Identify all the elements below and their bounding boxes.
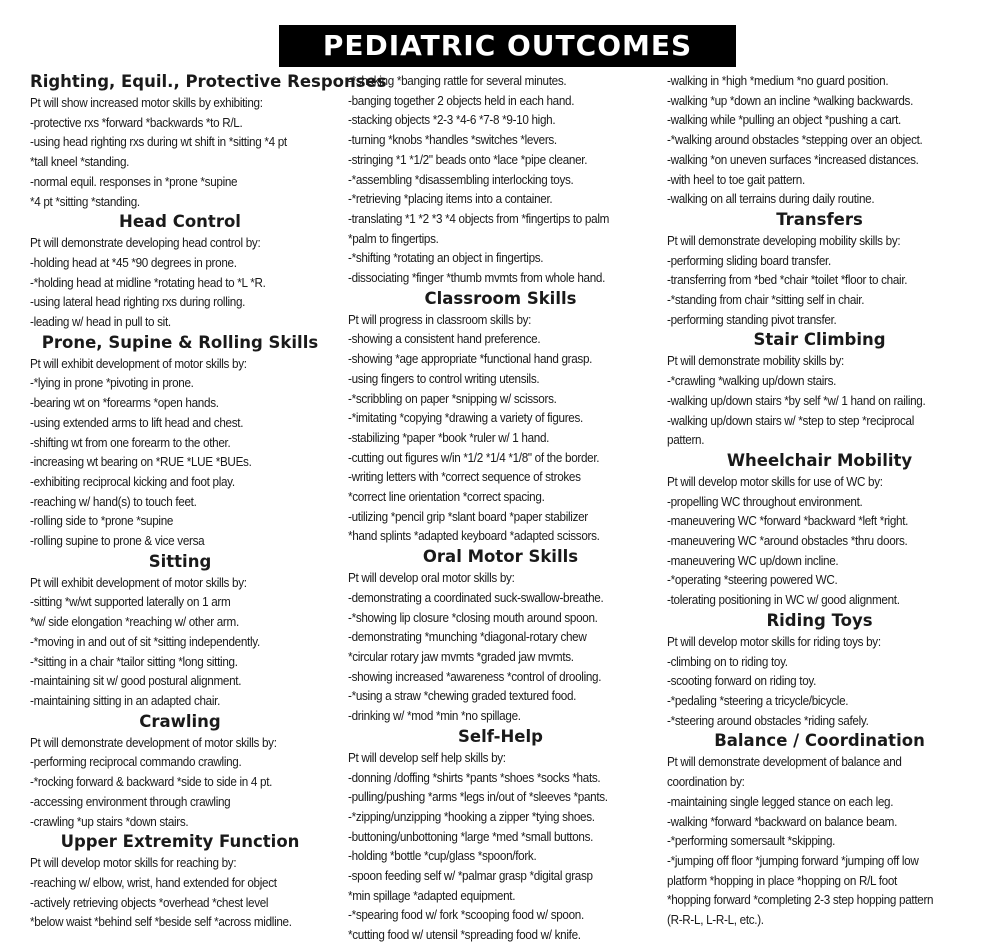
outcome-line: -performing standing pivot transfer. — [667, 311, 837, 327]
outcome-section — [348, 726, 653, 945]
outcome-line: -using extended arms to lift head and chest. — [30, 414, 244, 430]
outcome-line: -*pedaling *steering a tricycle/bicycle. — [667, 692, 849, 708]
outcome-line: Pt will develop self help skills by: — [348, 749, 506, 765]
outcome-line: -walking on all terrains during daily routine. — [667, 191, 875, 207]
outcome-line: -translating *1 *2 *3 *4 objects from *fingertips to palm — [348, 210, 610, 226]
outcome-line: -*operating *steering powered WC. — [667, 572, 838, 588]
outcome-line: -demonstrating *munching *diagonal-rotary chew — [348, 629, 587, 645]
outcome-line: -walking in *high *medium *no guard position. — [667, 73, 889, 88]
outcome-line: -*showing lip closure *closing mouth around spoon. — [348, 609, 598, 625]
outcome-line: Pt will exhibit development of motor skills by: — [30, 574, 247, 590]
outcome-section — [30, 332, 330, 551]
section-heading: Classroom Skills — [424, 288, 577, 308]
outcome-line: platform *hopping in place *hopping on R/L foot — [667, 872, 897, 888]
outcome-line: -dissociating *finger *thumb mvmts from whole hand. — [348, 270, 606, 286]
outcome-line: Pt will develop motor skills for riding toys by: — [667, 633, 881, 649]
outcome-line: -sitting *w/wt supported laterally on 1 arm — [30, 594, 231, 610]
outcome-line: -walking *up *down an incline *walking backwards. — [667, 92, 914, 108]
outcome-line: -reaching w/ hand(s) to touch feet. — [30, 493, 197, 509]
outcome-section — [667, 329, 972, 450]
outcome-line: -banging together 2 objects held in each hand. — [348, 92, 575, 108]
outcome-line: -leading w/ head in pull to sit. — [30, 314, 171, 330]
outcome-line: -walking while *pulling an object *pushing a cart. — [667, 112, 901, 128]
outcome-line: *circular rotary jaw mvmts *graded jaw mvmts. — [348, 648, 574, 664]
outcome-line: -*lying in prone *pivoting in prone. — [30, 375, 194, 391]
outcome-line: -reaching w/ elbow, wrist, hand extended for object — [30, 874, 277, 890]
outcome-line: -using lateral head righting rxs during rolling. — [30, 294, 246, 310]
outcome-line: -*steering around obstacles *riding safely. — [667, 712, 869, 728]
outcome-line: -cutting out figures w/in *1/2 *1/4 *1/8" of the border. — [348, 449, 600, 465]
section-heading: Head Control — [119, 212, 241, 232]
outcome-line: -*shaking *banging rattle for several minutes. — [348, 73, 567, 88]
outcome-section — [667, 209, 972, 330]
outcome-line: -donning /doffing *shirts *pants *shoes *socks *hats. — [348, 769, 601, 785]
outcome-line: Pt will exhibit development of motor skills by: — [30, 355, 247, 371]
section-heading: Prone, Supine & Rolling Skills — [41, 332, 319, 352]
outcome-line: pattern. — [667, 432, 705, 448]
outcome-line: -walking *on uneven surfaces *increased distances. — [667, 151, 919, 167]
column-middle — [348, 71, 653, 945]
outcome-line: Pt will progress in classroom skills by: — [348, 311, 532, 327]
outcome-line: -*performing somersault *skipping. — [667, 833, 836, 849]
outcome-line: -*jumping off floor *jumping forward *jumping off low — [667, 852, 919, 868]
outcome-line: -holding *bottle *cup/glass *spoon/fork. — [348, 848, 537, 864]
outcome-line: -*imitating *copying *drawing a variety of figures. — [348, 410, 583, 426]
outcome-line: -shifting wt from one forearm to the other. — [30, 434, 231, 450]
outcome-line: -*sitting in a chair *tailor sitting *long sitting. — [30, 653, 238, 669]
outcome-line: -holding head at *45 *90 degrees in prone. — [30, 254, 237, 270]
section-heading: Oral Motor Skills — [422, 547, 579, 567]
outcome-line: -maintaining sitting in an adapted chair. — [30, 692, 221, 708]
outcome-line: Pt will develop motor skills for reaching by: — [30, 855, 237, 871]
outcome-line: Pt will show increased motor skills by exhibiting: — [30, 95, 263, 110]
outcome-line: -maneuvering WC *forward *backward *left *right. — [667, 513, 909, 529]
outcome-line: -bearing wt on *forearms *open hands. — [30, 395, 219, 411]
outcome-line: (R-R-L, L-R-L, etc.). — [667, 912, 764, 928]
outcome-line: *tall kneel *standing. — [30, 154, 130, 170]
outcome-line: -drinking w/ *mod *min *no spillage. — [348, 708, 521, 724]
outcome-section — [667, 730, 972, 929]
column-right — [667, 71, 972, 930]
outcome-line: -showing a consistent hand preference. — [348, 331, 541, 347]
outcome-line: -*shifting *rotating an object in fingertips. — [348, 250, 544, 266]
section-heading: Transfers — [776, 209, 863, 229]
outcome-line: -*retrieving *placing items into a container. — [348, 191, 553, 207]
section-heading: Upper Extremity Function — [60, 832, 300, 852]
outcome-line: *correct line orientation *correct spacing. — [348, 489, 545, 505]
outcome-section — [348, 546, 653, 726]
outcome-line: -utilizing *pencil grip *slant board *paper stabilizer — [348, 508, 588, 524]
section-heading: Riding Toys — [766, 610, 873, 630]
outcome-section — [667, 450, 972, 610]
outcome-line: -*scribbling on paper *snipping w/ scissors. — [348, 390, 557, 406]
outcome-line: -scooting forward on riding toy. — [667, 673, 817, 689]
outcome-line: -turning *knobs *handles *switches *levers. — [348, 132, 557, 148]
outcome-section — [348, 71, 653, 288]
outcome-line: -walking *forward *backward on balance beam. — [667, 813, 898, 829]
outcome-line: -accessing environment through crawling — [30, 793, 231, 809]
outcome-line: *hand splints *adapted keyboard *adapted scissors. — [348, 528, 600, 544]
section-heading: Balance / Coordination — [714, 731, 925, 751]
outcome-line: -demonstrating a coordinated suck-swallow-breathe. — [348, 589, 604, 605]
outcome-line: *min spillage *adapted equipment. — [348, 887, 516, 903]
outcome-line: -walking up/down stairs w/ *step to step *reciprocal — [667, 412, 914, 428]
page-title: PEDIATRIC OUTCOMES — [279, 25, 736, 67]
outcome-line: *w/ side elongation *reaching w/ other arm. — [30, 614, 239, 630]
outcome-line: -using fingers to control writing utensils. — [348, 370, 540, 386]
outcome-line: -buttoning/unbottoning *large *med *small buttons. — [348, 828, 594, 844]
outcome-line: *palm to fingertips. — [348, 230, 439, 246]
outcome-line: -performing reciprocal commando crawling. — [30, 754, 242, 770]
outcome-line: -*using a straw *chewing graded textured food. — [348, 688, 577, 704]
outcome-line: -climbing on to riding toy. — [667, 653, 788, 669]
outcome-section — [30, 711, 330, 832]
outcome-line: -propelling WC throughout environment. — [667, 493, 863, 509]
outcome-line: *cutting food w/ utensil *spreading food w/ knife. — [348, 927, 581, 943]
outcome-line: -increasing wt bearing on *RUE *LUE *BUEs. — [30, 454, 252, 470]
outcome-line: -*zipping/unzipping *hooking a zipper *tying shoes. — [348, 808, 595, 824]
outcome-line: Pt will demonstrate developing mobility skills by: — [667, 232, 901, 248]
outcome-line: -showing *age appropriate *functional hand grasp. — [348, 351, 593, 367]
outcome-line: -walking up/down stairs *by self *w/ 1 hand on railing. — [667, 392, 926, 408]
outcome-line: -maneuvering WC *around obstacles *thru doors. — [667, 533, 908, 549]
section-heading: Stair Climbing — [753, 330, 886, 350]
outcome-line: -stabilizing *paper *book *ruler w/ 1 hand. — [348, 429, 550, 445]
outcome-line: -transferring from *bed *chair *toilet *floor to chair. — [667, 272, 908, 288]
section-heading: Wheelchair Mobility — [726, 450, 913, 470]
outcome-line: Pt will develop motor skills for use of WC by: — [667, 473, 883, 489]
outcome-section — [348, 288, 653, 546]
outcome-line: -maintaining sit w/ good postural alignment. — [30, 673, 242, 689]
outcome-line: -exhibiting reciprocal kicking and foot play. — [30, 473, 235, 489]
outcome-line: *4 pt *sitting *standing. — [30, 193, 140, 209]
outcome-line: Pt will develop oral motor skills by: — [348, 570, 515, 586]
outcome-line: -performing sliding board transfer. — [667, 252, 831, 268]
outcome-line: coordination by: — [667, 774, 745, 790]
outcome-line: -*crawling *walking up/down stairs. — [667, 373, 837, 389]
outcome-line: Pt will demonstrate development of balance and — [667, 754, 902, 770]
outcome-section — [667, 610, 972, 731]
outcome-line: -rolling side to *prone *supine — [30, 513, 174, 529]
outcome-line: -actively retrieving objects *overhead *chest level — [30, 894, 269, 910]
outcome-section — [30, 71, 387, 211]
outcome-line: -*spearing food w/ fork *scooping food w/ spoon. — [348, 907, 584, 923]
outcome-line: *below waist *behind self *beside self *across midline. — [30, 914, 292, 930]
outcome-line: *hopping forward *completing 2-3 step hopping pattern — [667, 892, 934, 908]
outcome-line: -with heel to toe gait pattern. — [667, 171, 805, 187]
outcome-section — [30, 551, 330, 711]
outcome-line: -maintaining single legged stance on each leg. — [667, 793, 894, 809]
outcome-line: -maneuvering WC up/down incline. — [667, 552, 839, 568]
section-heading: Self-Help — [458, 726, 543, 746]
outcome-line: Pt will demonstrate mobility skills by: — [667, 353, 844, 369]
outcome-line: -*rocking forward & backward *side to side in 4 pt. — [30, 774, 273, 790]
outcome-line: -pulling/pushing *arms *legs in/out of *sleeves *pants. — [348, 789, 608, 805]
outcome-line: Pt will demonstrate developing head control by: — [30, 235, 261, 251]
column-left — [30, 71, 387, 932]
outcome-line: -normal equil. responses in *prone *supine — [30, 173, 238, 189]
outcome-section — [30, 211, 330, 332]
outcome-line: -crawling *up stairs *down stairs. — [30, 813, 189, 829]
outcome-line: -protective rxs *forward *backwards *to R/L. — [30, 114, 243, 130]
outcome-section — [667, 71, 972, 209]
outcome-line: -*holding head at midline *rotating head to *L *R. — [30, 274, 266, 290]
outcome-line: -stacking objects *2-3 *4-6 *7-8 *9-10 high. — [348, 112, 556, 128]
outcome-line: -writing letters with *correct sequence of strokes — [348, 469, 581, 485]
outcome-line: -*walking around obstacles *stepping over an object. — [667, 132, 923, 148]
section-heading: Righting, Equil., Protective Responses — [30, 72, 387, 91]
outcome-line: -showing increased *awareness *control of drooling. — [348, 668, 602, 684]
outcome-line: Pt will demonstrate development of motor skills by: — [30, 734, 277, 750]
section-heading: Sitting — [148, 551, 212, 571]
outcome-section — [30, 831, 330, 932]
outcome-line: -spoon feeding self w/ *palmar grasp *digital grasp — [348, 868, 593, 884]
outcome-line: -using head righting rxs during wt shift in *sitting *4 pt — [30, 134, 287, 150]
outcome-line: -*standing from chair *sitting self in chair. — [667, 292, 865, 308]
section-heading: Crawling — [139, 711, 221, 731]
outcome-line: -stringing *1 *1/2" beads onto *lace *pipe cleaner. — [348, 151, 588, 167]
outcome-line: -*assembling *disassembling interlocking toys. — [348, 171, 574, 187]
outcome-line: -*moving in and out of sit *sitting independently. — [30, 633, 260, 649]
outcome-line: -tolerating positioning in WC w/ good alignment. — [667, 592, 900, 608]
outcome-line: -rolling supine to prone & vice versa — [30, 533, 205, 549]
